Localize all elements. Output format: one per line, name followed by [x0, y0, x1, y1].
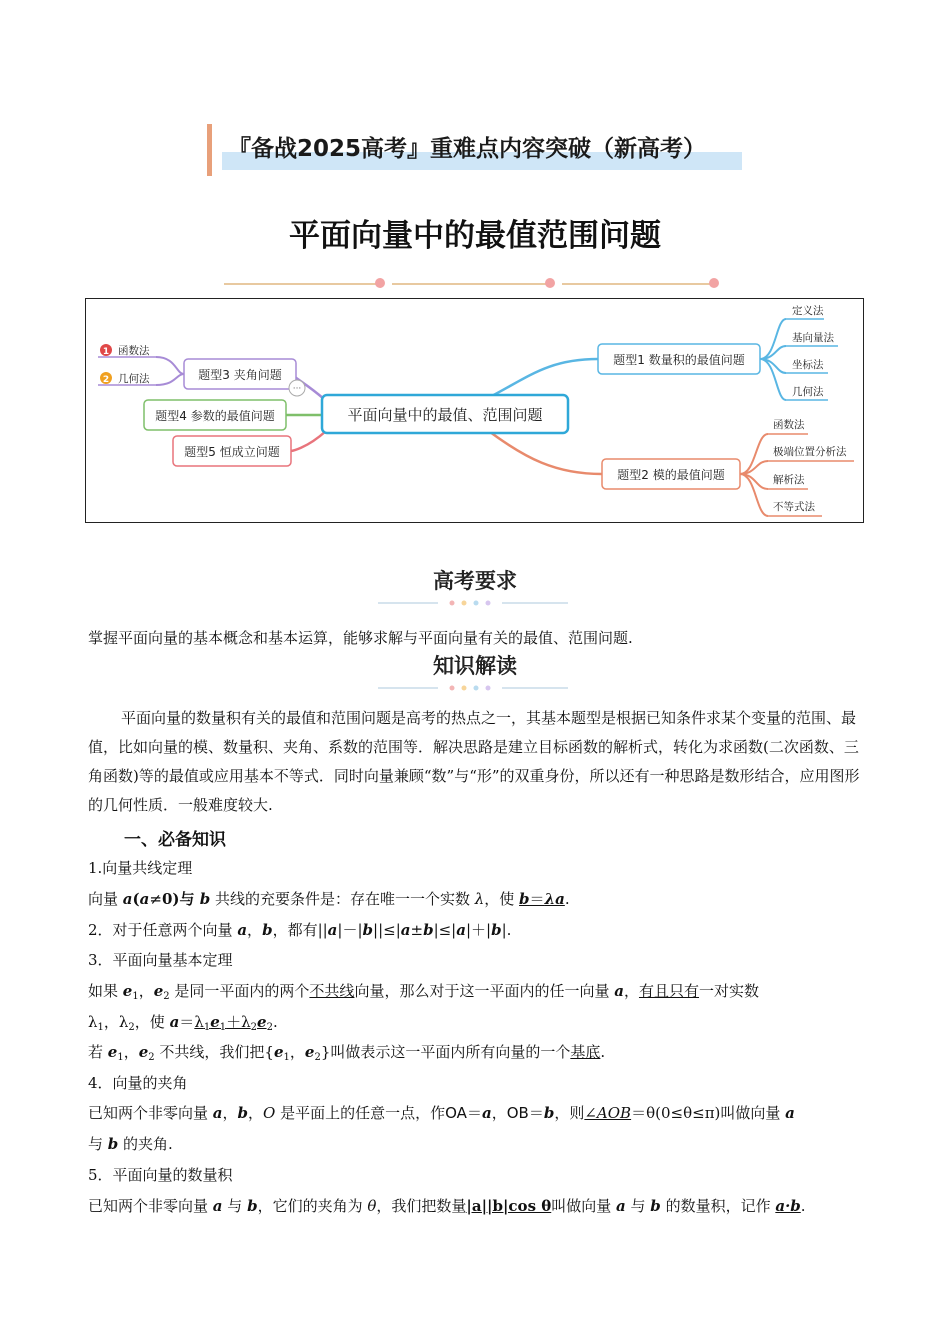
knowledge-paragraph: 平面向量的数量积有关的最值和范围问题是高考的热点之一，其基本题型是根据已知条件求某个变量的范围、最值，比如向量的模、数量积、夹角、系数的范围等．解决思路是建立目标函数的解析式，转化为求函数(二次函数、三角函数)等的最值或应用基本不等式．同时向量兼顾“数”与“形”的双重身份，所以还有一种思路是数形结合，应用图形的几何性质．一般难度较大.	[88, 709, 860, 814]
link-type1-methods	[760, 319, 786, 400]
link-type2-methods	[740, 434, 768, 516]
title-divider	[222, 276, 722, 290]
type2-method-1: 函数法	[773, 419, 805, 431]
type1-method-4: 几何法	[792, 386, 824, 398]
link-center-type1	[486, 359, 598, 399]
banner-title: 『备战2025高考』重难点内容突破（新高考）	[228, 136, 707, 162]
item-2-inequality: 2．对于任意两个向量 a，b，都有||a|－|b||≤|a±b|≤|a|＋|b|.	[88, 921, 512, 939]
item-3-formula: $\lambda_1$，$\lambda_2$，使 $a=\lambda_1e_1+\lambda_2e_2$.	[88, 1013, 278, 1033]
item-3-statement: 如果 $e_1$，$e_2$ 是同一平面内的两个不共线向量，那么对于这一平面内的任一向量 a，有且只有一对实数	[88, 982, 759, 1002]
type3-method-1: 函数法	[118, 345, 150, 357]
type4-label: 题型4 参数的最值问题	[155, 409, 275, 423]
mind-map	[85, 298, 864, 523]
svg-text:1: 1	[102, 347, 110, 357]
type1-method-1: 定义法	[792, 305, 824, 317]
item-5-statement: 已知两个非零向量 a 与 b，它们的夹角为 θ，我们把数量|a||b|cos θ叫做向量 a 与 b 的数量积，记作 a·b.	[88, 1197, 806, 1215]
type2-method-3: 解析法	[773, 474, 805, 486]
type1-method-3: 坐标法	[792, 359, 824, 371]
gaokao-requirement: 掌握平面向量的基本概念和基本运算，能够求解与平面向量有关的最值、范围问题.	[88, 629, 633, 647]
item-3-title: 3．平面向量基本定理	[88, 951, 233, 969]
banner-accent-bar	[207, 124, 212, 176]
type2-method-2: 极端位置分析法	[773, 446, 847, 458]
section-divider	[378, 682, 568, 694]
type1-label: 题型1 数量积的最值问题	[613, 353, 745, 367]
section-title-gaokao: 高考要求	[433, 569, 517, 593]
section-heading-bibei: 一、必备知识	[124, 830, 226, 850]
type1-method-2: 基向量法	[792, 332, 834, 344]
section-title-knowledge: 知识解读	[433, 654, 517, 678]
type3-method-2: 几何法	[118, 373, 150, 385]
svg-text:2: 2	[102, 375, 110, 385]
type5-label: 题型5 恒成立问题	[184, 445, 280, 459]
page-title: 平面向量中的最值范围问题	[289, 218, 661, 254]
link-center-type5	[291, 431, 326, 451]
mind-map-canvas	[86, 299, 865, 524]
item-3-basis: 若 $e_1$，$e_2$ 不共线，我们把{$e_1$，$e_2$}叫做表示这一平面内所有向量的一个基底.	[88, 1043, 606, 1063]
item-1-statement: 向量 a(a≠0)与 b 共线的充要条件是：存在唯一一个实数 λ，使 b＝λa.	[88, 890, 570, 908]
link-type3-methods	[156, 357, 184, 385]
type2-label: 题型2 模的最值问题	[617, 468, 725, 482]
item-4-statement-cont: 与 b 的夹角.	[88, 1135, 173, 1153]
section-divider	[378, 597, 568, 609]
svg-text:···: ···	[292, 384, 302, 394]
item-4-statement: 已知两个非零向量 a，b，O 是平面上的任意一点，作OA＝a，OB＝b，则∠AOB＝θ(0≤θ≤π)叫做向量 a	[88, 1104, 795, 1122]
item-1-title: 1.向量共线定理	[88, 859, 193, 877]
type2-method-4: 不等式法	[773, 501, 815, 513]
item-5-title: 5．平面向量的数量积	[88, 1166, 233, 1184]
center-node-label: 平面向量中的最值、范围问题	[347, 406, 543, 424]
link-center-type2	[486, 429, 602, 474]
type3-label: 题型3 夹角问题	[198, 368, 282, 382]
item-4-title: 4．向量的夹角	[88, 1074, 188, 1092]
